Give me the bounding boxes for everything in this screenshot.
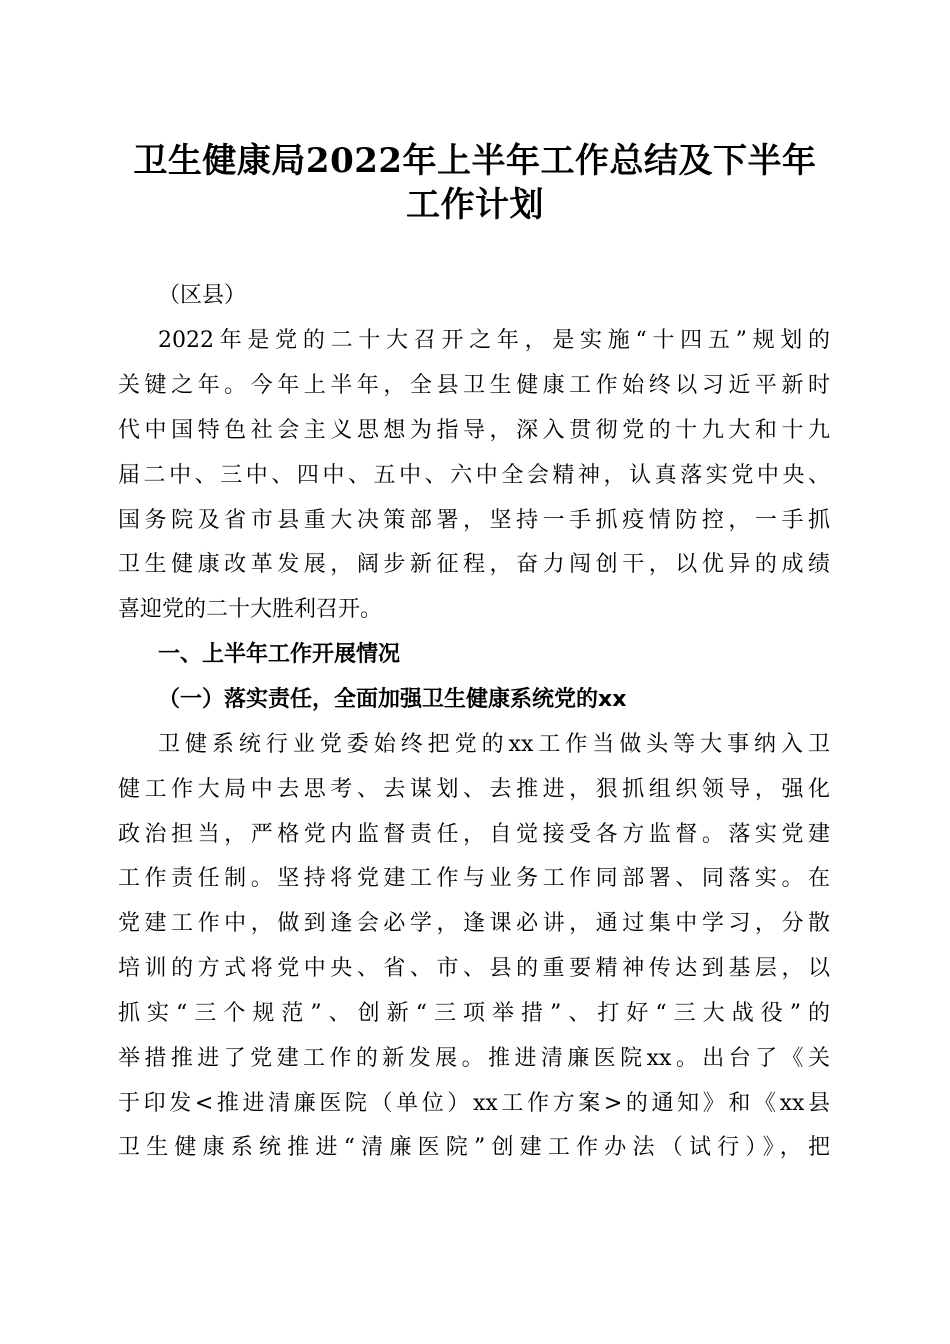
body-line: 于印发<推进清廉医院（单位）xx工作方案>的通知》和《xx县 [118, 1091, 830, 1116]
intro-line: 届二中、三中、四中、五中、六中全会精神，认真落实党中央、 [118, 463, 830, 488]
section-heading-2: （一）落实责任，全面加强卫生健康系统党的xx [158, 687, 627, 712]
body-line: 培训的方式将党中央、省、市、县的重要精神传达到基层，以 [118, 956, 830, 981]
body-line: 卫健系统行业党委始终把党的xx工作当做头等大事纳入卫 [158, 732, 830, 757]
body-line: 健工作大局中去思考、去谋划、去推进，狠抓组织领导，强化 [118, 777, 830, 802]
body-line: 举措推进了党建工作的新发展。推进清廉医院xx。出台了《关 [118, 1046, 830, 1071]
body-line: 工作责任制。坚持将党建工作与业务工作同部署、同落实。在 [118, 866, 830, 891]
author-note: （区县） [158, 283, 247, 308]
intro-line: 代中国特色社会主义思想为指导，深入贯彻党的十九大和十九 [118, 418, 830, 443]
intro-line: 2022年是党的二十大召开之年，是实施“十四五”规划的 [158, 328, 830, 353]
body-line: 卫生健康系统推进“清廉医院”创建工作办法（试行）》，把 [118, 1135, 830, 1160]
intro-line: 关键之年。今年上半年，全县卫生健康工作始终以习近平新时 [118, 373, 830, 398]
intro-line: 卫生健康改革发展，阔步新征程，奋力闯创干，以优异的成绩 [118, 552, 830, 577]
body-line: 党建工作中，做到逢会必学，逢课必讲，通过集中学习，分散 [118, 911, 830, 936]
document-title-line-1: 卫生健康局2022年上半年工作总结及下半年 [133, 141, 817, 181]
body-line: 抓实“三个规范”、创新“三项举措”、打好“三大战役”的 [118, 1001, 830, 1026]
intro-line: 喜迎党的二十大胜利召开。 [118, 597, 383, 622]
section-heading-1: 一、上半年工作开展情况 [158, 642, 401, 667]
intro-line: 国务院及省市县重大决策部署，坚持一手抓疫情防控，一手抓 [118, 508, 830, 533]
body-line: 政治担当，严格党内监督责任，自觉接受各方监督。落实党建 [118, 822, 830, 847]
document-title-line-2: 工作计划 [406, 185, 544, 225]
